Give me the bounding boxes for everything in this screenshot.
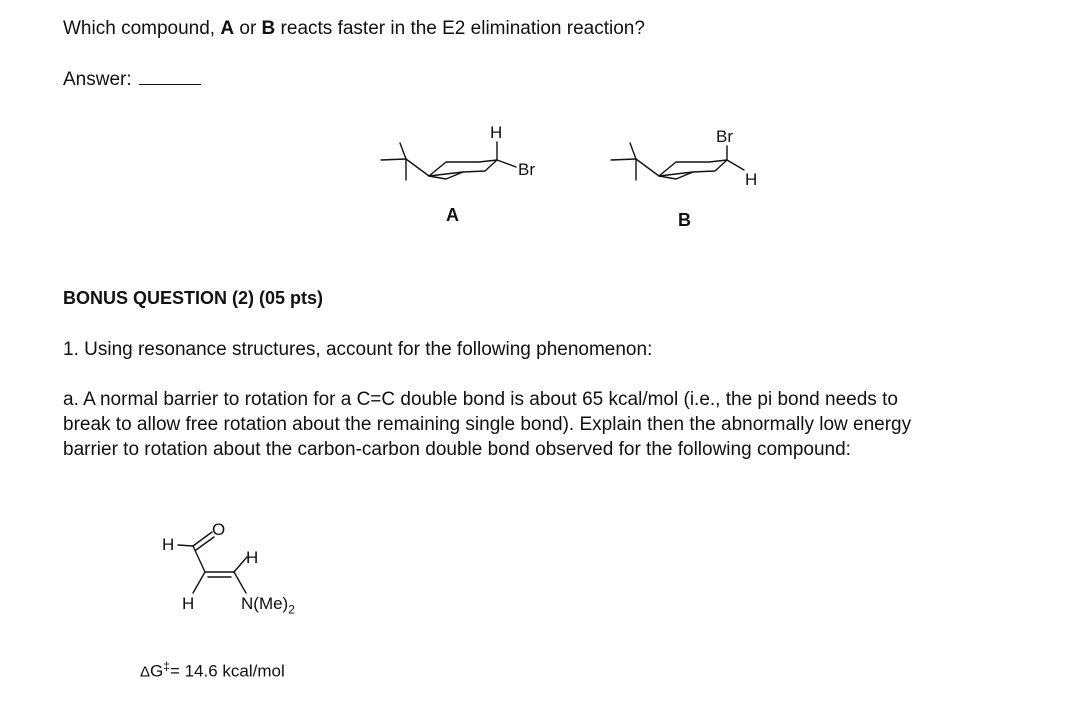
energy-barrier xyxy=(140,659,285,682)
oxygen-label: O xyxy=(212,520,226,539)
question-or: or xyxy=(234,18,262,39)
dagger-symbol: ‡ xyxy=(163,659,170,673)
vinyl-h-left-label: H xyxy=(182,594,195,613)
molecule-a-h-label: H xyxy=(490,123,503,142)
question-prefix: Which compound, xyxy=(63,18,221,39)
nme2-label xyxy=(241,594,295,616)
aldehyde-h-label: H xyxy=(162,535,175,554)
molecule-b-label: B xyxy=(678,210,691,230)
question-suffix: reacts faster in the E2 elimination reaction? xyxy=(275,18,645,39)
molecule-a-label: A xyxy=(446,205,459,225)
molecule-a-br-label: Br xyxy=(518,160,535,179)
question-a-line-3: barrier to rotation about the carbon-carbon double bond observed for the following compound: xyxy=(63,439,851,460)
question-a-line-1: a. A normal barrier to rotation for a C=C double bond is about 65 kcal/mol (i.e., the pi bond needs to xyxy=(63,389,898,410)
molecule-b-h-label: H xyxy=(745,170,758,189)
compound-a-ref: A xyxy=(220,18,235,39)
delta-symbol: Δ xyxy=(140,663,151,681)
g-symbol: G xyxy=(150,661,164,681)
compound-b-ref: B xyxy=(261,18,276,39)
question-1: 1. Using resonance structures, account for the following phenomenon: xyxy=(63,339,653,360)
energy-value: = 14.6 kcal/mol xyxy=(169,661,285,681)
molecule-b-br-label: Br xyxy=(716,127,733,146)
answer-label: Answer: xyxy=(63,69,132,90)
question-a-line-2: break to allow free rotation about the remaining single bond). Explain then the abnormally low energy xyxy=(63,414,912,435)
nme2-subscript: 2 xyxy=(288,602,295,617)
bonus-heading: BONUS QUESTION (2) (05 pts) xyxy=(63,288,324,308)
nme2-main: N(Me) xyxy=(241,594,289,613)
vinyl-h-right-label: H xyxy=(246,548,259,567)
